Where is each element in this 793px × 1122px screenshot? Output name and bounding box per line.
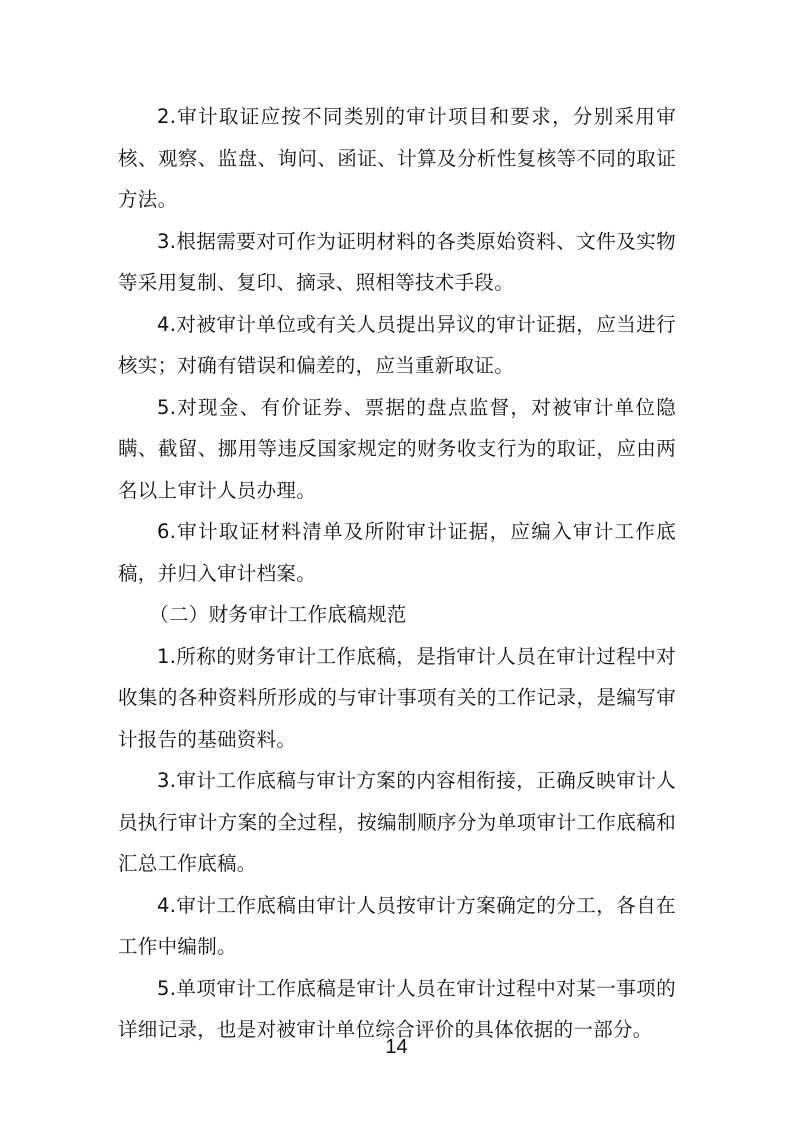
paragraph-item-3: 3.根据需要对可作为证明材料的各类原始资料、文件及实物等采用复制、复印、摘录、照相等技术手段。	[118, 229, 676, 294]
paragraph-item-4b: 4.审计工作底稿由审计人员按审计方案确定的分工，各自在工作中编制。	[118, 893, 676, 958]
paragraph-item-5: 5.对现金、有价证券、票据的盘点监督，对被审计单位隐瞒、截留、挪用等违反国家规定的财务收支行为的取证，应由两名以上审计人员办理。	[118, 395, 676, 502]
paragraph-item-5b: 5.单项审计工作底稿是审计人员在审计过程中对某一事项的详细记录，也是对被审计单位综合评价的具体依据的一部分。	[118, 976, 676, 1041]
paragraph-item-3b: 3.审计工作底稿与审计方案的内容相衔接，正确反映审计人员执行审计方案的全过程，按编制顺序分为单项审计工作底稿和汇总工作底稿。	[118, 769, 676, 875]
page-number: 14	[385, 1036, 408, 1058]
section-heading: （二）财务审计工作底稿规范	[149, 603, 407, 626]
paragraph-item-4: 4.对被审计单位或有关人员提出异议的审计证据，应当进行核实；对确有错误和偏差的，应当重新取证。	[118, 312, 676, 377]
document-body	[118, 96, 676, 1051]
paragraph-item-1: 1.所称的财务审计工作底稿，是指审计人员在审计过程中对收集的各种资料所形成的与审计事项有关的工作记录，是编写审计报告的基础资料。	[118, 644, 676, 751]
paragraph-item-2: 2.审计取证应按不同类别的审计项目和要求，分别采用审核、观察、监盘、询问、函证、计算及分析性复核等不同的取证方法。	[118, 105, 676, 211]
paragraph-item-6: 6.审计取证材料清单及所附审计证据，应编入审计工作底稿，并归入审计档案。	[118, 520, 676, 585]
